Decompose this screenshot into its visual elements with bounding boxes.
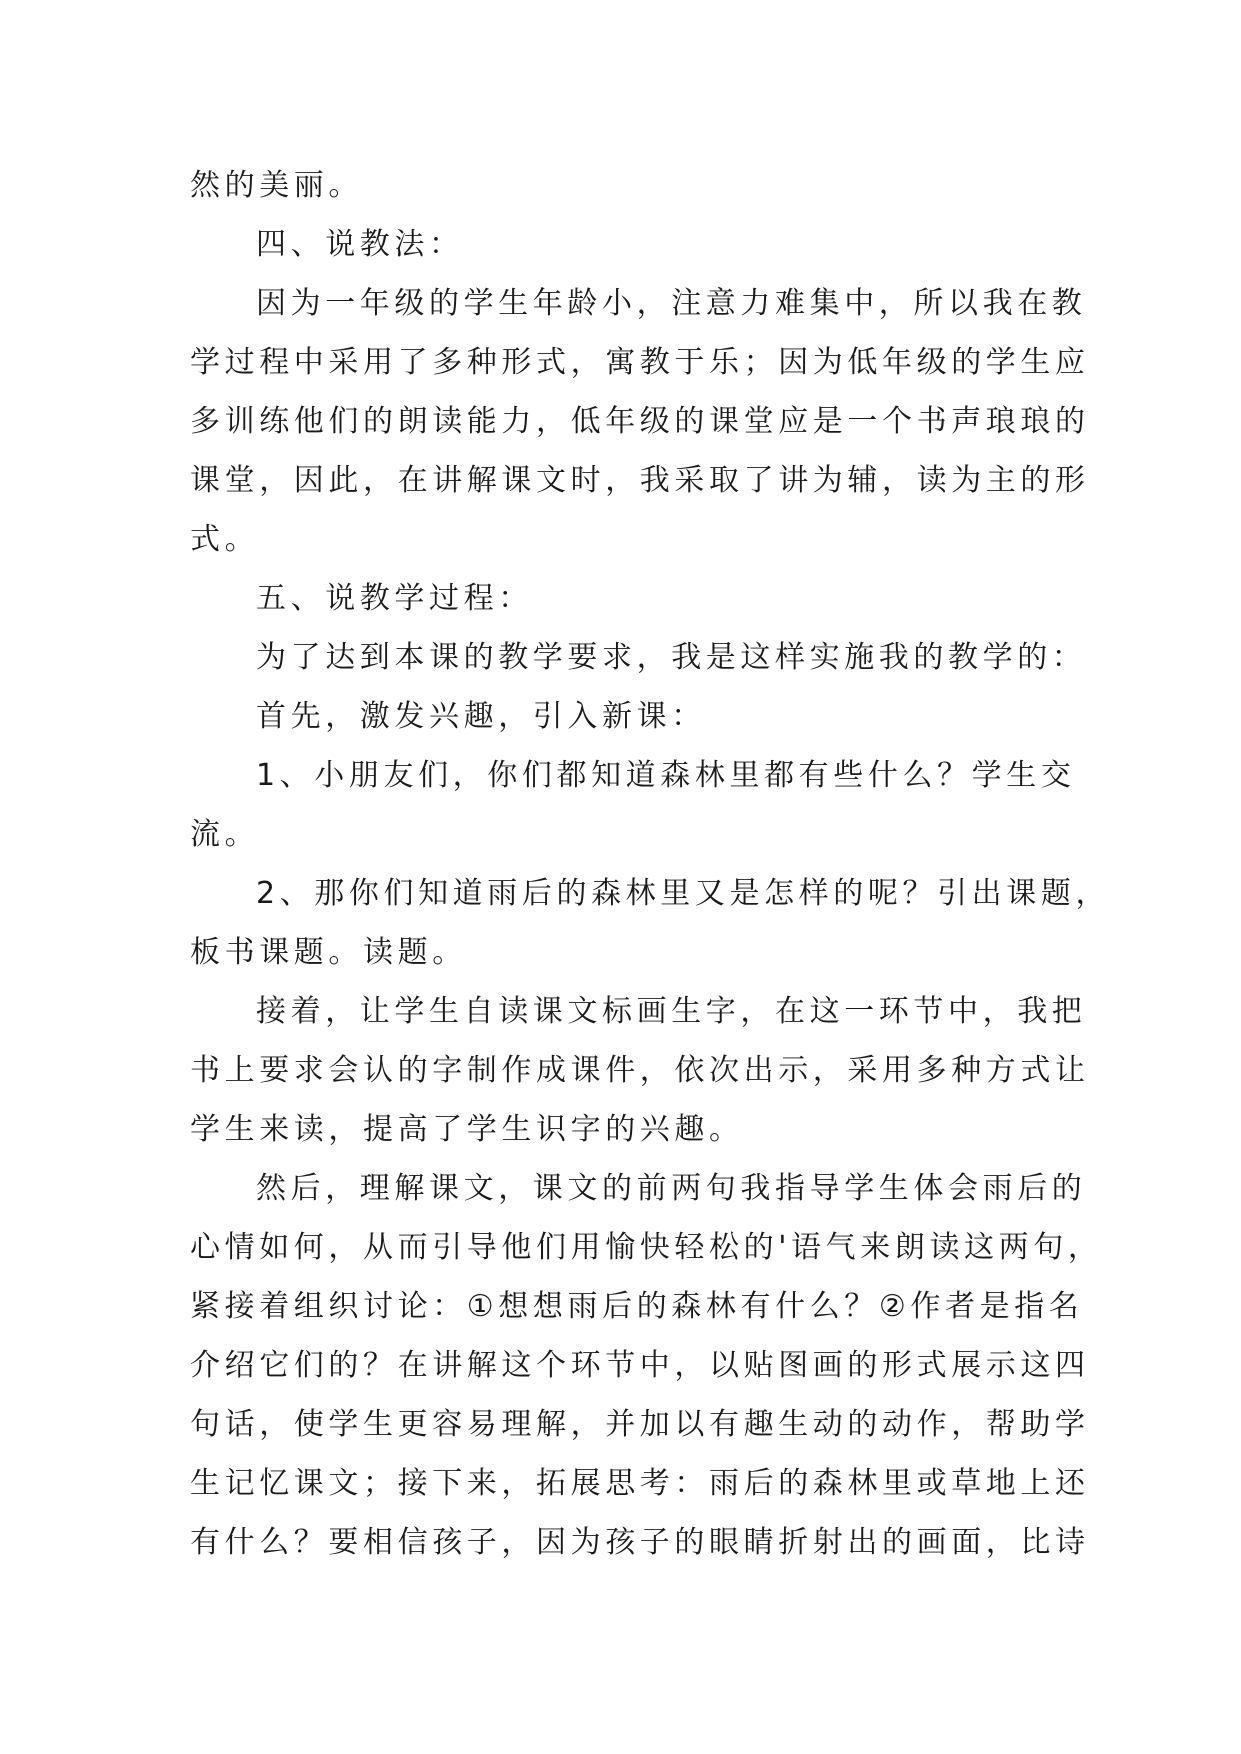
text-line: 然的美丽。 — [190, 168, 363, 203]
text-line: 式。 — [190, 522, 260, 557]
text-line: 1、小朋友们，你们都知道森林里都有些什么？学生交 — [256, 758, 1076, 793]
text-line: 心情如何，从而引导他们用愉快轻松的'语气来朗读这两句， — [190, 1230, 1103, 1265]
text-line: 书上要求会认的字制作成课件，依次出示，采用多种方式让 — [190, 1053, 1090, 1088]
text-line: 紧接着组织讨论：①想想雨后的森林有什么？②作者是指名 — [190, 1289, 1084, 1324]
text-line: 板书课题。读题。 — [190, 935, 467, 970]
text-line: 为了达到本课的教学要求，我是这样实施我的教学的： — [256, 640, 1087, 675]
text-line: 课堂，因此，在讲解课文时，我采取了讲为辅，读为主的形 — [190, 463, 1090, 498]
text-line: 多训练他们的朗读能力，低年级的课堂应是一个书声琅琅的 — [190, 404, 1090, 439]
text-line: 因为一年级的学生年龄小，注意力难集中，所以我在教 — [256, 286, 1087, 321]
text-line: 然后，理解课文，课文的前两句我指导学生体会雨后的 — [256, 1171, 1087, 1206]
text-line: 2、那你们知道雨后的森林里又是怎样的呢？引出课题， — [256, 876, 1111, 911]
text-line: 学过程中采用了多种形式，寓教于乐；因为低年级的学生应 — [190, 345, 1090, 380]
text-line: 首先，激发兴趣，引入新课： — [256, 699, 706, 734]
text-line: 流。 — [190, 817, 260, 852]
text-line: 有什么？要相信孩子，因为孩子的眼睛折射出的画面，比诗 — [190, 1525, 1090, 1560]
text-line: 接着，让学生自读课文标画生字，在这一环节中，我把 — [256, 994, 1087, 1029]
text-line: 学生来读，提高了学生识字的兴趣。 — [190, 1112, 744, 1147]
document-body — [190, 156, 1111, 1572]
text-line: 句话，使学生更容易理解，并加以有趣生动的动作，帮助学 — [190, 1407, 1090, 1442]
text-line: 生记忆课文；接下来，拓展思考：雨后的森林里或草地上还 — [190, 1466, 1090, 1501]
text-line: 介绍它们的？在讲解这个环节中，以贴图画的形式展示这四 — [190, 1348, 1090, 1383]
section-heading: 五、说教学过程： — [256, 581, 533, 616]
section-heading: 四、说教法： — [256, 227, 464, 262]
